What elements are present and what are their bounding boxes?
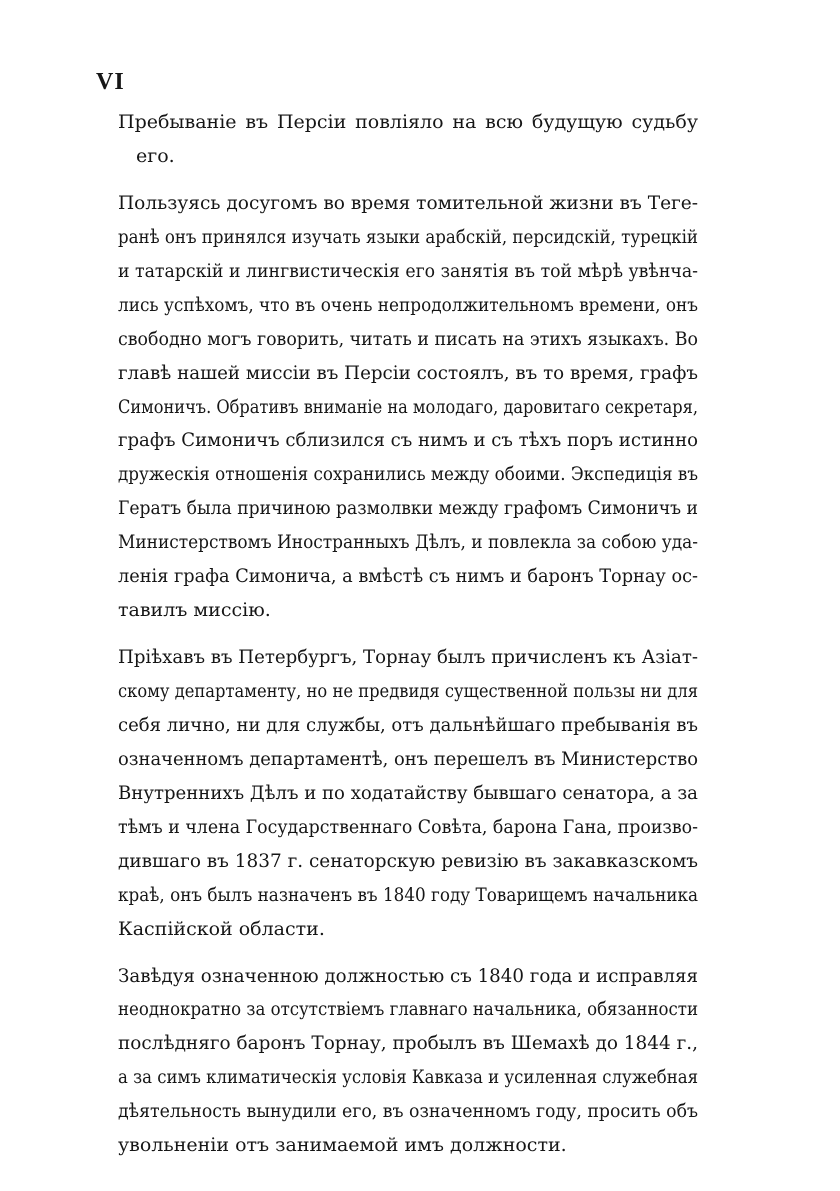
text-line: краѣ, онъ былъ назначенъ въ 1840 году Товарищемъ начальника <box>118 883 699 906</box>
text-line: неоднократно за отсутствіемъ главнаго начальника, обязанности <box>118 998 699 1021</box>
text-line: означенномъ департаментѣ, онъ перешелъ въ Министерство <box>118 747 699 770</box>
text-line: дившаго въ 1837 г. сенаторскую ревизію въ закавказскомъ <box>118 849 699 872</box>
text-line: Пользуясь досугомъ во время томительной жизни въ Теге- <box>118 191 699 214</box>
text-line: тѣмъ и члена Государственнаго Совѣта, барона Гана, произво- <box>118 815 699 838</box>
text-line: увольненіи отъ занимаемой имъ должности. <box>118 1134 567 1157</box>
page-number: VI <box>96 69 125 95</box>
text-line: тавилъ миссію. <box>118 599 271 622</box>
text-line: ленія графа Симонича, а вмѣстѣ съ нимъ и баронъ Торнау ос- <box>118 565 699 588</box>
text-line: его. <box>136 144 175 167</box>
text-line: и татарскій и лингвистическія его занятія въ той мѣрѣ увѣнча- <box>118 259 699 282</box>
text-line: Гератъ была причиною размолвки между графомъ Симоничъ и <box>118 497 699 520</box>
text-line: а за симъ климатическія условія Кавказа и усиленная служебная <box>118 1066 699 1089</box>
text-line: Министерствомъ Иностранныхъ Дѣлъ, и повлекла за собою уда- <box>118 531 698 554</box>
text-line: главѣ нашей миссіи въ Персіи состоялъ, въ то время, графъ <box>118 361 699 384</box>
body-text <box>118 106 698 1163</box>
text-line: Внутреннихъ Дѣлъ и по ходатайству бывшаго сенатора, а за <box>118 781 698 804</box>
text-line: Каспійской области. <box>118 917 325 940</box>
text-line: ранѣ онъ принялся изучать языки арабскій, персидскій, турецкій <box>118 225 698 248</box>
text-line: Завѣдуя означенною должностью съ 1840 года и исправляя <box>118 964 699 987</box>
text-line: Симоничъ. Обративъ вниманіе на молодаго, даровитаго секретаря, <box>118 395 699 418</box>
text-line: послѣдняго баронъ Торнау, пробылъ въ Шемахѣ до 1844 г., <box>118 1032 698 1055</box>
text-line: свободно могъ говорить, читать и писать на этихъ языкахъ. Во <box>118 327 698 350</box>
paragraph-1 <box>118 106 698 174</box>
paragraph-3 <box>118 641 698 946</box>
text-line: Пребываніе въ Персіи повліяло на всю будущую судьбу <box>118 111 698 133</box>
text-line: Пріѣхавъ въ Петербургъ, Торнау былъ причисленъ къ Азіат- <box>118 646 698 669</box>
paragraph-2 <box>118 187 698 628</box>
paragraph-4 <box>118 960 698 1164</box>
text-line: себя лично, ни для службы, отъ дальнѣйшаго пребыванія въ <box>118 713 699 736</box>
text-line: лись успѣхомъ, что въ очень непродолжительномъ времени, онъ <box>118 293 698 316</box>
text-line: скому департаменту, но не предвидя существенной пользы ни для <box>118 680 699 702</box>
text-line: дружескія отношенія сохранились между обоими. Экспедиція въ <box>118 463 698 486</box>
text-line: графъ Симоничъ сблизился съ нимъ и съ тѣхъ поръ истинно <box>118 429 699 452</box>
text-line: дѣятельность вынудили его, въ означенномъ году, просить объ <box>118 1100 699 1123</box>
